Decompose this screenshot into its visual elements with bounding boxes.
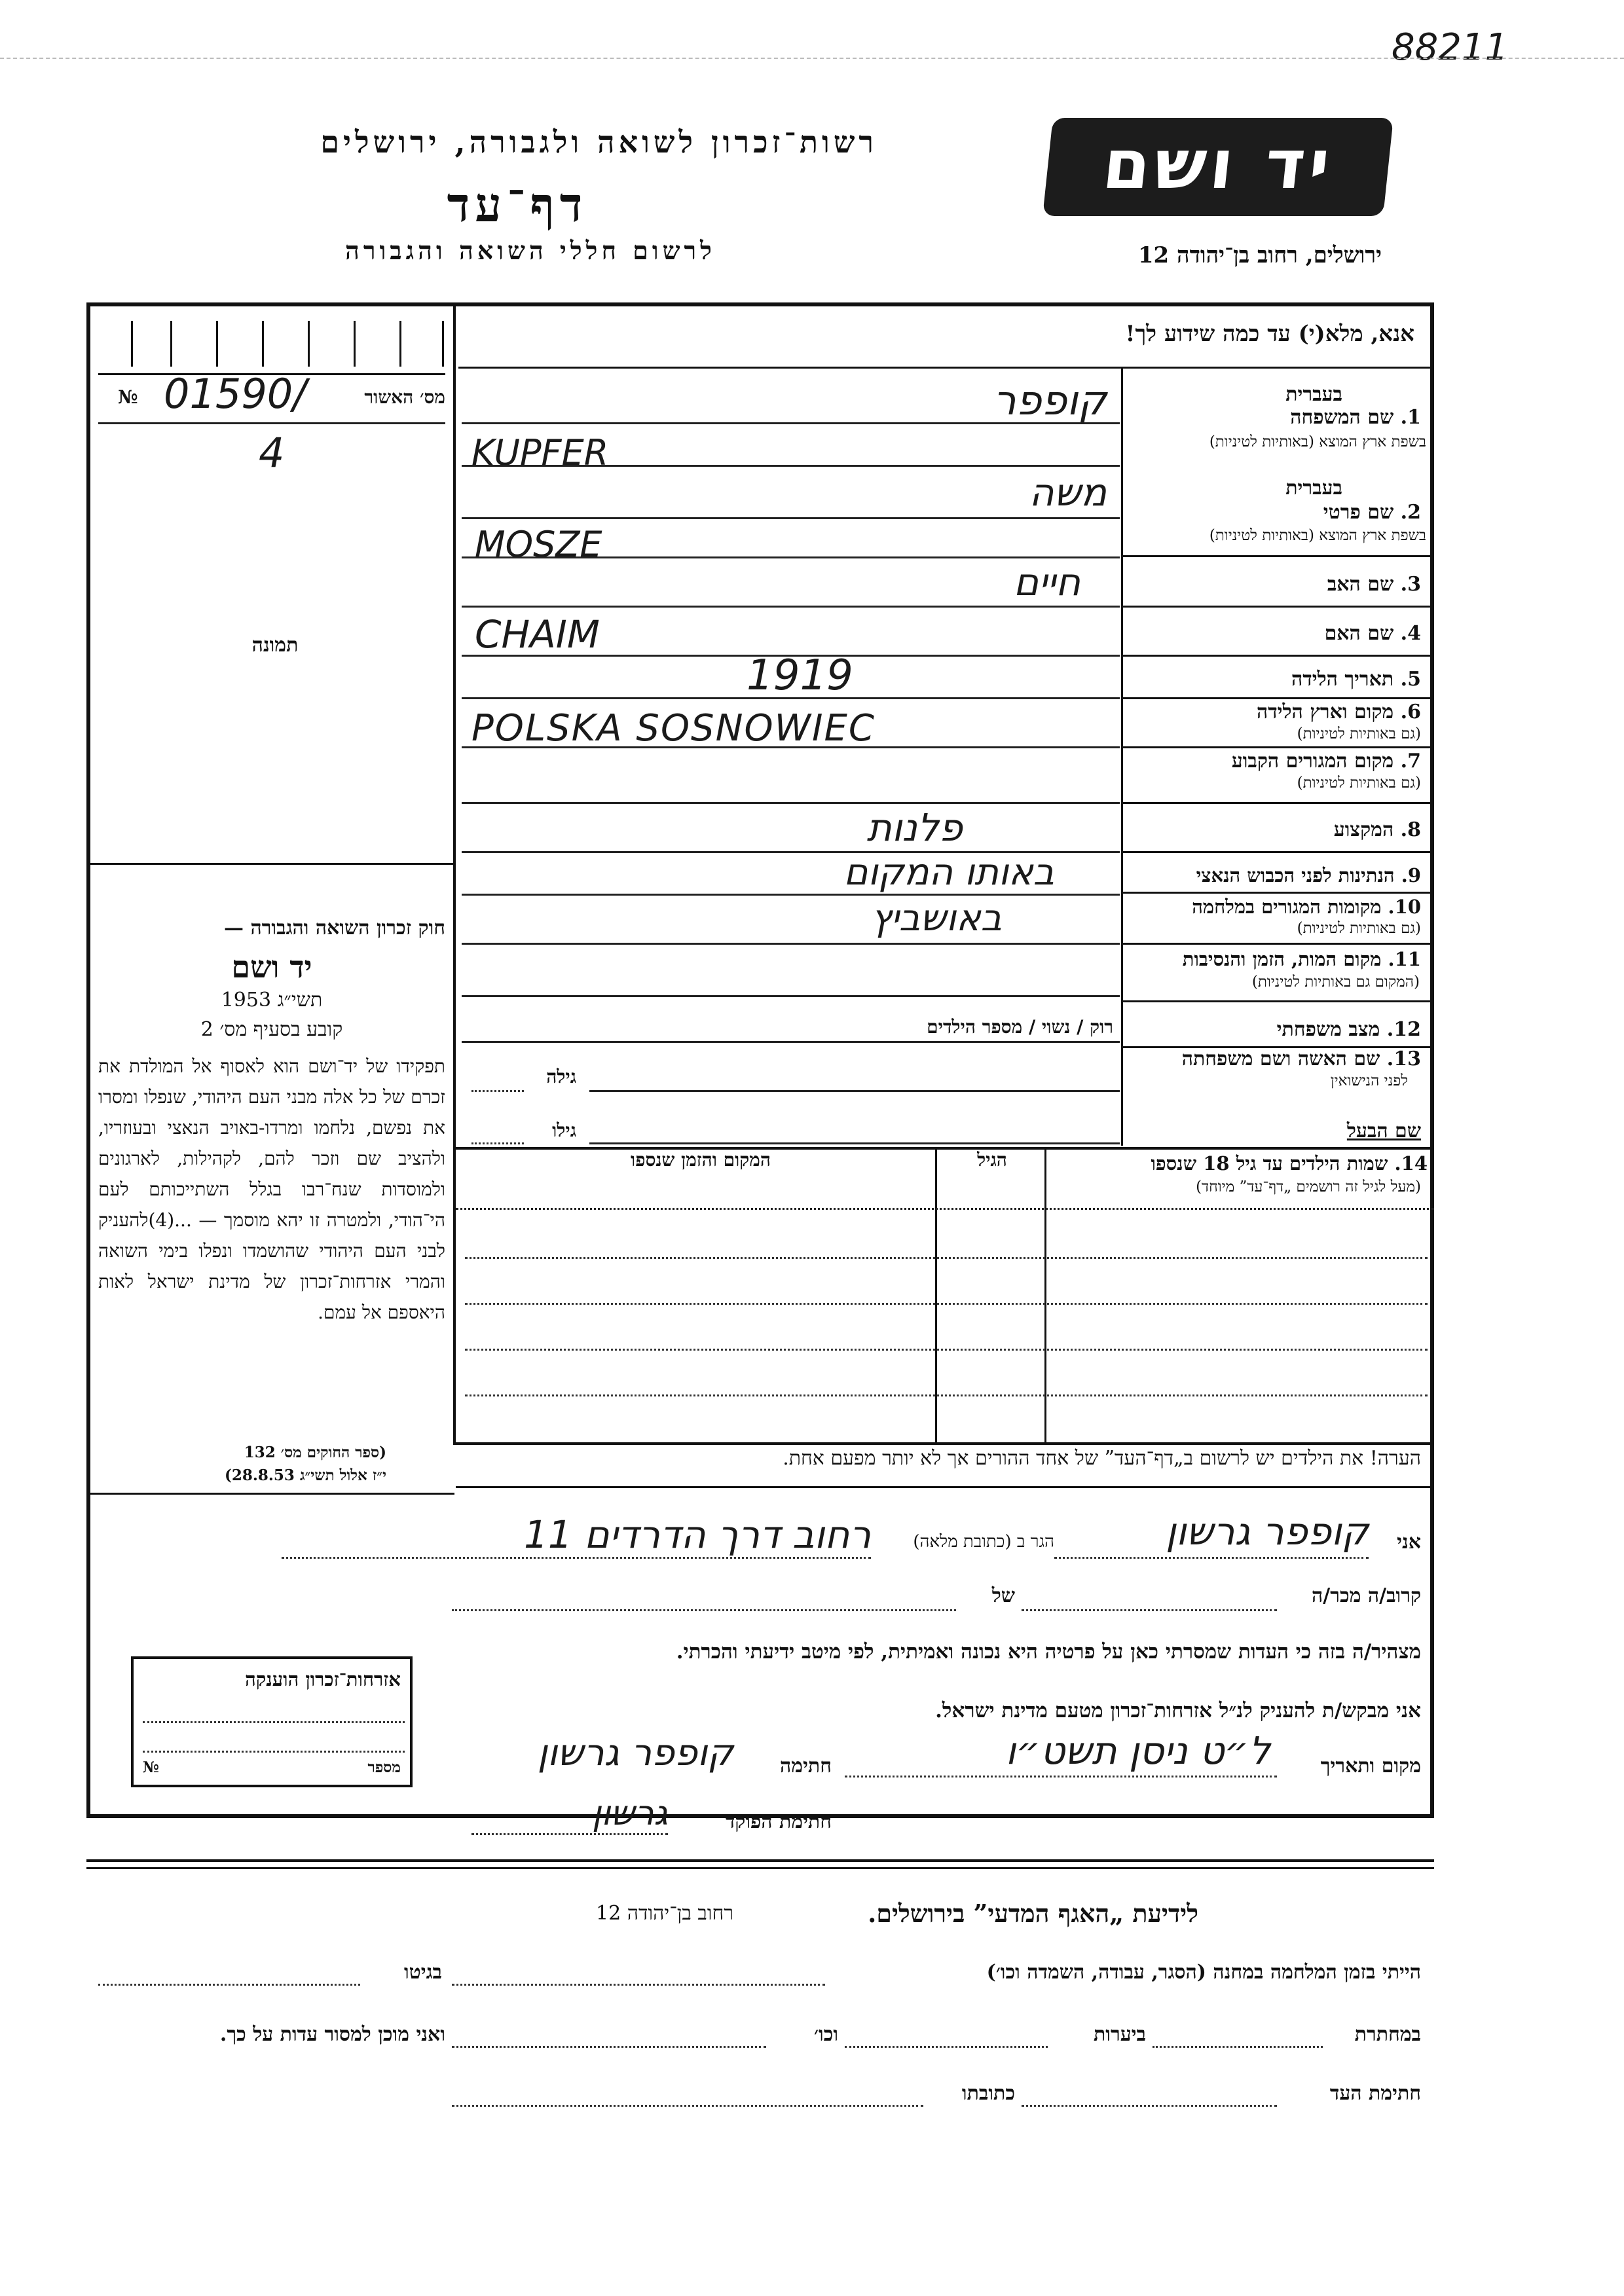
children-header-line	[456, 1208, 1434, 1210]
law-title: חוק זכרון השואה והגבורה —	[224, 917, 445, 939]
form-title: דף־עד	[447, 177, 588, 232]
husband-age-dots	[471, 1142, 524, 1144]
citizenship-num-label: מספר	[367, 1758, 401, 1776]
field-11-line-b	[462, 1041, 1120, 1043]
children-note: הערה! את הילדים יש לרשום ב„דף־העד” של אחד ההורים אך לא יותר מפעם אחת.	[783, 1447, 1421, 1470]
footer-address-label: כתובתו	[961, 2082, 1015, 2105]
field-1-line-he	[462, 422, 1120, 424]
photo-label: תמונה	[251, 634, 299, 657]
citizenship-no-symbol: №	[143, 1758, 159, 1776]
label-column-divider	[1121, 368, 1123, 1146]
approval-label: מס׳ האשור	[364, 386, 445, 408]
footer-underground-label: במחתרת	[1354, 2023, 1421, 2046]
field-4-label: 4. שם האם	[1324, 622, 1421, 645]
footer-witness-sig-line	[1022, 2105, 1277, 2107]
field-13-line	[589, 1090, 1120, 1092]
place-date-line	[845, 1776, 1277, 1777]
mother-name: CHAIM	[475, 612, 600, 657]
children-place-header: המקום והזמן שנספו	[631, 1149, 771, 1171]
archive-number: 88211	[1392, 26, 1509, 69]
signature-label: חתימה	[780, 1755, 832, 1777]
law-clause: קובע בסעיף מס׳ 2	[200, 1018, 343, 1041]
row-2-divider	[1121, 555, 1434, 557]
children-col-2	[935, 1147, 937, 1445]
field-6-label: 6. מקום וארץ הלידה	[1256, 701, 1421, 723]
declarant-address-line	[282, 1557, 871, 1559]
relation-line	[1022, 1609, 1277, 1611]
declaration-text: מצהיר/ה בזה כי העדות שמסרתי כאן על פרטיה היא נכונה ואמיתית, לפי מיטב ידיעתי והכרתי.	[676, 1640, 1421, 1664]
footer-ghetto-line	[98, 1984, 360, 1986]
relation-of-line	[452, 1609, 956, 1611]
field-10-line	[462, 943, 1120, 945]
field-2-lang: בעברית	[1285, 477, 1342, 500]
field-1-lang: בעברית	[1285, 383, 1342, 406]
citizenship-line-2	[143, 1751, 405, 1753]
row-9-divider	[1121, 892, 1434, 894]
field-2-line-he	[462, 517, 1120, 519]
children-row-3	[465, 1349, 1428, 1351]
law-bottom-line	[86, 1493, 454, 1495]
law-name: יד ושם	[231, 949, 312, 985]
children-age-header: הגיל	[977, 1149, 1007, 1171]
field-3-label: 3. שם האב	[1327, 573, 1421, 596]
field-7-sub: (גם באותיות לטיניות)	[1297, 774, 1421, 792]
children-sub: (מעל לגיל זה רושמים „דף־עד” מיוחד)	[1196, 1178, 1421, 1195]
officer-signature: גרשון	[592, 1794, 668, 1833]
declarant-ani: אני	[1397, 1531, 1421, 1554]
field-1-sub: בשפת ארץ המוצא (באותיות לטיניות)	[1209, 433, 1426, 450]
field-11-line-a	[462, 995, 1120, 997]
husband-label: שם הבעל	[1346, 1120, 1421, 1142]
field-1-line-lat	[462, 465, 1120, 467]
field-1-label: 1. שם המשפחה	[1290, 406, 1421, 429]
place-date-label: מקום ותאריך	[1320, 1755, 1421, 1777]
form-subtitle: לרשום חללי השואה והגבורה	[345, 236, 716, 265]
citizenship-box	[131, 1656, 413, 1787]
field-11-sub: (המקום גם באותיות לטיניות)	[1251, 974, 1420, 991]
field-8-label: 8. המקצוע	[1333, 818, 1421, 841]
husband-age-label: גילו	[552, 1120, 576, 1141]
law-ref-2: י״ז אלול תשי״ג 28.8.53)	[225, 1467, 386, 1484]
row-3-divider	[1121, 606, 1434, 608]
row-5-divider	[1121, 697, 1434, 699]
wife-age-label: גילה	[546, 1066, 576, 1087]
field-10-sub: (גם באותיות לטיניות)	[1297, 920, 1421, 937]
officer-line	[471, 1833, 668, 1835]
note-top-line	[456, 1486, 1434, 1488]
approval-suffix: 4	[259, 429, 285, 477]
intro-divider	[458, 367, 1434, 369]
row-10-divider	[1121, 943, 1434, 945]
footer-witness-sig-label: חתימת העד	[1329, 2082, 1421, 2105]
footer-etc-label: וכו׳	[814, 2023, 838, 2046]
header-address: ירושלים, רחוב בן־יהודה 12	[1137, 242, 1382, 268]
field-12-label: 12. מצב משפחתי	[1276, 1018, 1421, 1041]
field-5-line	[462, 697, 1120, 699]
field-6-line	[462, 746, 1120, 748]
birth-place: POLSKA SOSNOWIEC	[471, 707, 876, 750]
footer-forests-label: ביערות	[1093, 2023, 1146, 2046]
field-2-label: 2. שם פרטי	[1323, 501, 1421, 524]
field-13-label: 13. שם האשה ושם משפחתה	[1181, 1048, 1421, 1070]
approval-number: 01590/	[164, 370, 307, 418]
nationality: באותו המקום	[843, 851, 1054, 894]
field-9-label: 9. הנתינות לפני הכבוש הנאצי	[1196, 864, 1421, 886]
wartime-residence: באושביץ	[871, 897, 1002, 939]
footer-testify: ואני מוכן למסור עדות על כך.	[219, 2023, 445, 2046]
birth-date: 1919	[747, 651, 853, 700]
surname-hebrew: קופפר	[993, 376, 1107, 424]
father-name: חיים	[1013, 560, 1080, 604]
field-2-sub: בשפת ארץ המוצא (באותיות לטיניות)	[1209, 527, 1426, 544]
field-9-line	[462, 894, 1120, 896]
citizenship-line-1	[143, 1721, 405, 1723]
field-7-line	[462, 802, 1120, 804]
field-6-sub: (גם באותיות לטיניות)	[1297, 725, 1421, 742]
occupation: פלנות	[866, 805, 963, 850]
footer-title: לידיעת „האגף המדעי” בירושלים.	[868, 1899, 1198, 1928]
field-10-label: 10. מקומות המגורים במלחמה	[1192, 896, 1421, 918]
law-year: תשי״ג 1953	[221, 989, 323, 1011]
declarant-signature: קופפר גרשון	[537, 1732, 733, 1774]
footer-address-line	[452, 2105, 923, 2107]
relation-label: קרוב/ה מכר/ה	[1312, 1584, 1421, 1607]
field-2-line-lat	[462, 556, 1120, 558]
place-date-value: ל״ט ניסן תשט״ו	[1005, 1728, 1270, 1773]
children-row-2	[465, 1303, 1428, 1305]
children-row-1	[465, 1257, 1428, 1259]
tick-boxes	[98, 314, 445, 375]
law-text: תפקידו של יד־ושם הוא לאסוף אל המולדת את זכרם של כל אלה מבני העם היהודי, שנפלו ומסרו את נפשם, נלחמו ומרדו-באויב הנאצי ובעוזריו, ולהציב שם וזכר להם, לקהילות, לארגונים ולמוסדות שנח־רבו בגלל השתייכותם לעם הי־הודי, ולמטרה זו יהא מוסמך — ...(4)להעניק לבני העם היהודי שהושמדו ונפלו בימי השואה והמרי אזרחות־זכרון של מדינת ישראל לאות היאספם אל עמם.	[98, 1055, 445, 1323]
footer-underground-line	[1153, 2046, 1323, 2048]
children-row-4	[465, 1394, 1428, 1396]
row-8-divider	[1121, 851, 1434, 853]
law-section-divider	[86, 863, 454, 865]
field-11-label: 11. מקום המות, הזמן והנסיבות	[1182, 948, 1421, 970]
footer-camp-line	[452, 1984, 825, 1986]
row-6-divider	[1121, 746, 1434, 748]
intro-text: אנא, מלא(י) עד כמה שידוע לך!	[1125, 321, 1414, 347]
row-4-divider	[1121, 655, 1434, 657]
request-text: אני מבקש/ת להעניק לנ״ל אזרחות־זכרון מטעם מדינת ישראל.	[935, 1699, 1421, 1722]
given-name-latin: MOSZE	[475, 524, 602, 565]
footer-address: רחוב בן־יהודה 12	[596, 1902, 733, 1925]
authority-title: רשות־זכרון לשואה ולגבורה, ירושלים	[320, 124, 877, 160]
approval-no-symbol: №	[118, 386, 138, 408]
marital-status-options: רוק / נשוי / מספר הילדים	[927, 1016, 1113, 1038]
wife-age-dots	[471, 1090, 524, 1092]
field-13-sub: לפני הנישואין	[1330, 1072, 1408, 1089]
officer-label: חתימת הפוקד	[725, 1810, 832, 1833]
citizenship-title: אזרחות־זכרון הוענקה	[245, 1668, 401, 1690]
law-ref-1: (ספר החוקים מס׳ 132	[244, 1444, 386, 1461]
declarant-name-line	[1054, 1557, 1369, 1559]
children-col-1	[1044, 1147, 1046, 1445]
footer-double-line-1	[86, 1859, 1434, 1862]
approval-underline	[98, 422, 445, 424]
row-11-divider	[1121, 1000, 1434, 1002]
declarant-address: רחוב דרך הדרדים 11	[523, 1512, 871, 1557]
scan-noise-line	[0, 58, 1624, 59]
footer-etc-line	[452, 2046, 766, 2048]
husband-line	[589, 1142, 1120, 1144]
logo-text: יד ושם	[1099, 124, 1338, 204]
relation-shel: של	[991, 1584, 1015, 1607]
field-3-line	[462, 606, 1120, 608]
row-7-divider	[1121, 802, 1434, 804]
footer-camp-label: הייתי בזמן המלחמה במחנה (הסגר, עבודה, השמדה וכו׳)	[986, 1961, 1421, 1984]
footer-ghetto-label: בגיטו	[403, 1961, 442, 1984]
surname-latin: KUPFER	[471, 432, 609, 473]
declarant-name: קופפר גרשון	[1166, 1509, 1369, 1554]
field-7-label: 7. מקום המגורים הקבוע	[1231, 750, 1421, 773]
children-label: 14. שמות הילדים עד גיל 18 שנספו	[1151, 1152, 1428, 1175]
field-5-label: 5. תאריך הלידה	[1291, 668, 1421, 691]
declarant-lives: הגר ב (כתובת מלאה)	[913, 1532, 1054, 1552]
footer-forests-line	[845, 2046, 1048, 2048]
footer-double-line-2	[86, 1867, 1434, 1869]
given-name-hebrew: משה	[1029, 470, 1107, 515]
yad-vashem-logo	[1043, 118, 1393, 216]
